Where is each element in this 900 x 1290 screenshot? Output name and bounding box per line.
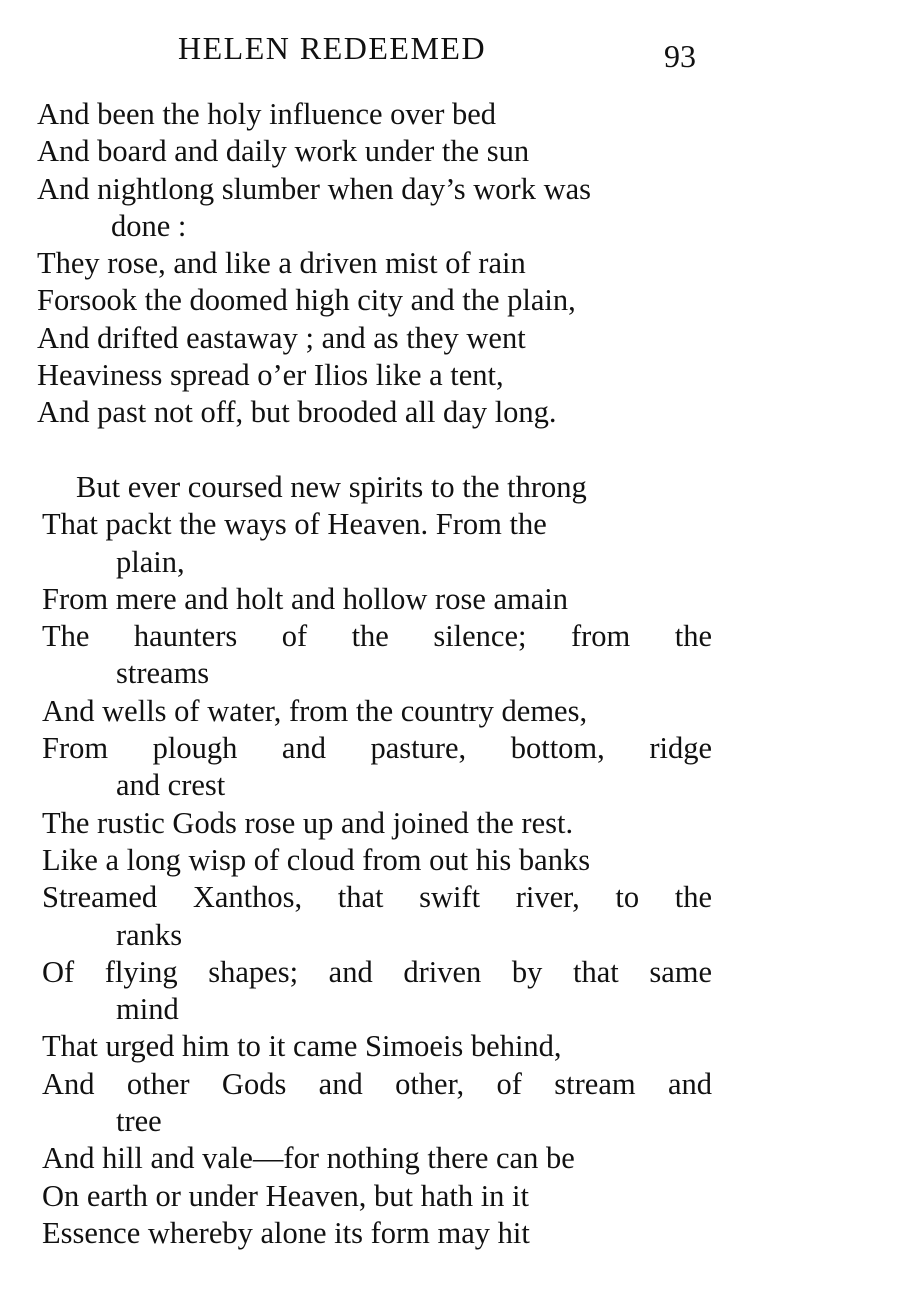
stanza-2 xyxy=(42,469,712,1252)
stanza-1 xyxy=(37,96,591,432)
verse-line: That packt the ways of Heaven. From the xyxy=(42,507,547,542)
verse-line: But ever coursed new spirits to the throng xyxy=(76,470,587,504)
page-number: 93 xyxy=(664,38,696,74)
verse-line: Forsook the doomed high city and the plain, xyxy=(37,283,576,318)
verse-line-turnover: tree xyxy=(116,1104,162,1139)
verse-line: And been the holy influence over bed xyxy=(37,97,497,131)
verse-line: The haunters of the silence; from the xyxy=(42,619,712,654)
running-title: HELEN REDEEMED xyxy=(178,30,487,66)
verse-line-turnover: and crest xyxy=(116,768,226,803)
verse-line: That urged him to it came Simoeis behind, xyxy=(42,1029,562,1064)
verse-line-turnover: mind xyxy=(116,992,179,1027)
verse-line-turnover: ranks xyxy=(116,917,183,952)
verse-line: And drifted eastaway ; and as they went xyxy=(37,320,526,355)
verse-line: They rose, and like a driven mist of rain xyxy=(37,246,526,281)
verse-line: And hill and vale—for nothing there can be xyxy=(42,1141,575,1176)
verse-line: From plough and pasture, bottom, ridge xyxy=(42,731,712,766)
verse-line: And nightlong slumber when day’s work was xyxy=(37,171,592,206)
verse-line: And other Gods and other, of stream and xyxy=(42,1066,712,1101)
verse-line: From mere and holt and hollow rose amain xyxy=(42,581,569,616)
verse-line: Heaviness spread o’er Ilios like a tent, xyxy=(37,358,504,393)
verse-line-turnover: plain, xyxy=(116,544,185,579)
verse-line: And past not off, but brooded all day long. xyxy=(37,395,557,430)
verse-line: Of flying shapes; and driven by that same xyxy=(42,954,712,989)
verse-line: Streamed Xanthos, that swift river, to the xyxy=(42,880,712,915)
verse-line: Like a long wisp of cloud from out his banks xyxy=(42,842,591,877)
verse-line: And board and daily work under the sun xyxy=(37,134,530,169)
verse-line: Essence whereby alone its form may hit xyxy=(42,1215,530,1250)
verse-line: The rustic Gods rose up and joined the rest. xyxy=(42,805,574,840)
verse-line: On earth or under Heaven, but hath in it xyxy=(42,1178,530,1213)
verse-line: And wells of water, from the country demes, xyxy=(42,693,588,728)
verse-line-turnover: streams xyxy=(116,656,210,691)
verse-line-turnover: done : xyxy=(111,208,187,243)
